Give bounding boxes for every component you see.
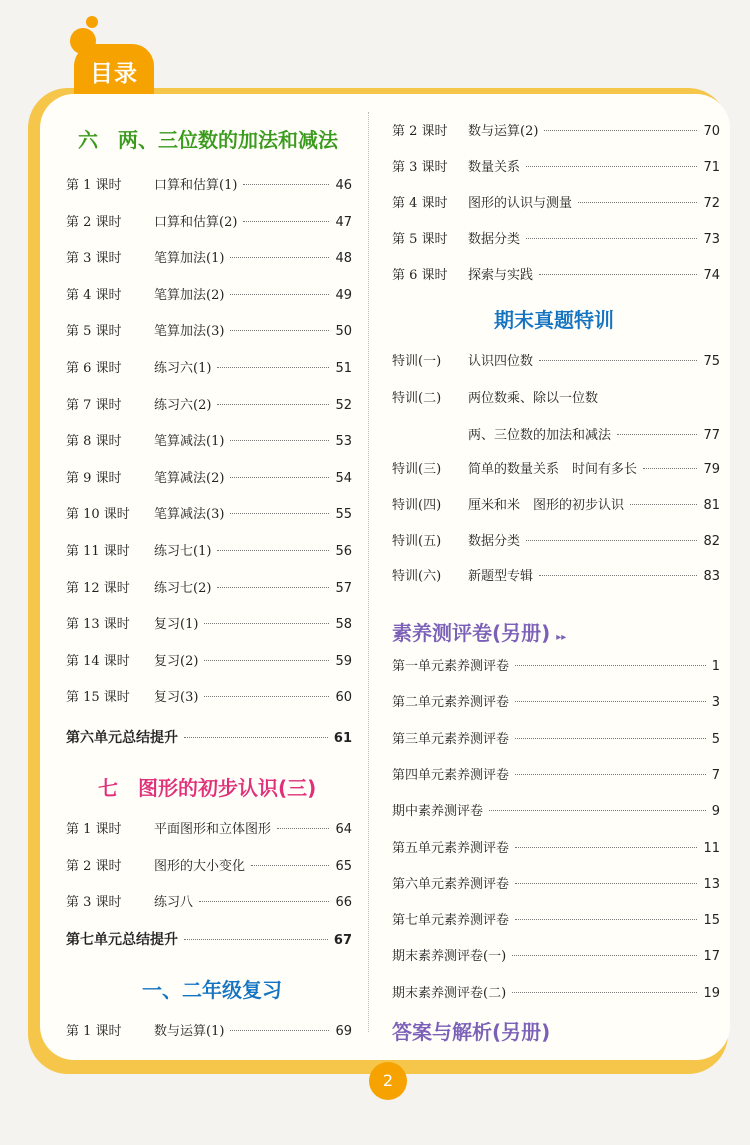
toc-entry-lesson-number: 第 5 课时: [392, 232, 448, 247]
toc-entry-unit6: [66, 650, 352, 670]
toc-entry-lesson-number: 第 9 课时: [66, 470, 122, 486]
toc-entry-lesson-number: 特训(四): [392, 498, 442, 513]
toc-entry-page: 54: [335, 470, 352, 486]
toc-entry-test-paper: [392, 800, 720, 820]
toc-entry-page: 70: [703, 124, 720, 139]
toc-entry-test-paper: [392, 945, 720, 965]
dot-leader: [515, 847, 697, 848]
toc-entry-final-practice: [392, 565, 720, 585]
toc-entry-page: 48: [335, 251, 352, 267]
toc-entry-lesson-number: 第 1 课时: [66, 1024, 122, 1039]
toc-entry-lesson-number: 第 1 课时: [66, 178, 122, 193]
toc-entry-test-paper: [392, 691, 720, 711]
toc-entry-lesson-number: 第 2 课时: [392, 124, 448, 139]
toc-entry-page: 19: [703, 985, 720, 1001]
toc-entry-lesson-number: 第 1 课时: [66, 822, 122, 837]
toc-entry-page: 49: [335, 287, 352, 303]
toc-entry-test-paper: [392, 909, 720, 929]
toc-entry-page: 79: [703, 462, 720, 477]
toc-entry-page: 69: [335, 1024, 352, 1039]
toc-entry-unit7: [66, 855, 352, 875]
toc-tab-label: 目录: [90, 61, 138, 87]
toc-entry-page: 60: [335, 690, 352, 706]
dot-leader: [489, 810, 706, 811]
toc-entry-lesson-number: 第 3 课时: [66, 251, 122, 267]
toc-entry-page: 53: [335, 434, 352, 450]
toc-entry-unit6: [66, 394, 352, 414]
toc-entry-unit7-summary: [66, 929, 352, 949]
toc-entry-page: 11: [703, 840, 720, 856]
toc-entry-lesson-number: 第 4 课时: [66, 287, 122, 303]
toc-entry-page: 72: [703, 196, 720, 211]
toc-entry-unit6: [66, 320, 352, 340]
toc-entry-title: 复习(1): [154, 617, 199, 633]
dot-leader: [630, 504, 697, 505]
toc-entry-lesson-number: 第 11 课时: [66, 544, 130, 559]
toc-entry-title: 新题型专辑: [468, 569, 534, 584]
toc-entry-review: [392, 228, 720, 248]
toc-entry-test-paper: [392, 655, 720, 675]
toc-entry-title: 复习(2): [154, 653, 199, 669]
toc-entry-lesson-number: 第 5 课时: [66, 324, 122, 340]
toc-entry-title: 笔算减法(3): [154, 507, 225, 523]
toc-entry-page: 77: [703, 428, 720, 443]
toc-entry-page: 83: [703, 569, 720, 584]
toc-entry-page: 17: [703, 949, 720, 965]
toc-entry-final-practice: [392, 458, 720, 478]
toc-entry-page: 46: [335, 178, 352, 193]
toc-entry-test-paper: [392, 982, 720, 1002]
toc-entry-page: 58: [335, 617, 352, 633]
dot-leader: [204, 696, 329, 697]
unit7-title: 七 图形的初步认识(三): [98, 776, 317, 800]
toc-entry-unit7: [66, 891, 352, 911]
dot-leader: [251, 865, 329, 866]
dot-leader: [230, 513, 329, 514]
dot-leader: [204, 623, 329, 624]
toc-entry-final-practice: [392, 494, 720, 514]
toc-entry-title: 练习七(1): [154, 544, 212, 559]
toc-entry-page: 61: [333, 731, 352, 746]
toc-entry-unit6-summary: [66, 727, 352, 747]
toc-entry-title: 口算和估算(2): [154, 214, 238, 230]
dot-leader: [243, 221, 329, 222]
toc-entry-page: 47: [335, 214, 352, 230]
toc-entry-title: 第四单元素养测评卷: [392, 767, 510, 783]
double-arrow-icon: ▸▸: [556, 632, 567, 643]
dot-leader: [515, 883, 697, 884]
toc-entry-title: 厘米和米 图形的初步认识: [468, 498, 625, 513]
review-title: 一、二年级复习: [142, 978, 282, 1002]
toc-entry-unit6: [66, 540, 352, 560]
toc-entry-title: 练习六(1): [154, 361, 212, 376]
toc-entry-page: 7: [711, 767, 720, 783]
toc-entry-title: 第六单元素养测评卷: [392, 876, 510, 892]
dot-leader: [217, 404, 329, 405]
toc-entry-lesson-number: 第 15 课时: [66, 690, 130, 706]
toc-entry-page: 65: [335, 858, 352, 874]
toc-entry-title: 期末素养测评卷(一): [392, 949, 507, 965]
dot-leader: [184, 939, 328, 940]
toc-entry-review: [392, 192, 720, 212]
toc-entry-final-practice: [392, 350, 720, 370]
toc-entry-final-practice: [392, 387, 720, 407]
toc-entry-title: 笔算加法(3): [154, 324, 225, 340]
toc-entry-title: 练习八: [154, 895, 194, 910]
toc-entry-page: 82: [703, 534, 720, 549]
toc-entry-page: 64: [335, 822, 352, 837]
toc-entry-lesson-number: 第 8 课时: [66, 434, 122, 450]
toc-entry-unit6: [66, 247, 352, 267]
toc-entry-title: 第六单元总结提升: [66, 730, 178, 746]
toc-entry-title: 复习(3): [154, 690, 199, 706]
toc-entry-title: 数据分类: [468, 534, 521, 549]
toc-entry-unit7: [66, 818, 352, 838]
toc-entry-lesson-number: 第 2 课时: [66, 858, 122, 874]
toc-entry-page: 51: [335, 361, 352, 376]
dot-leader: [643, 468, 697, 469]
toc-entry-lesson-number: 特训(五): [392, 534, 442, 549]
dot-leader: [199, 901, 329, 902]
toc-entry-unit6: [66, 613, 352, 633]
toc-entry-title: 笔算加法(1): [154, 251, 225, 267]
toc-entry-test-paper: [392, 728, 720, 748]
toc-entry-test-paper: [392, 764, 720, 784]
toc-entry-lesson-number: 第 4 课时: [392, 196, 448, 211]
dot-leader: [539, 575, 697, 576]
dot-leader: [217, 587, 329, 588]
toc-entry-lesson-number: 第 13 课时: [66, 617, 130, 633]
toc-entry-review: [392, 264, 720, 284]
toc-entry-lesson-number: 第 3 课时: [392, 160, 448, 175]
dot-leader: [230, 440, 329, 441]
final-practice-title: 期末真题特训: [494, 308, 614, 332]
dot-leader: [512, 992, 697, 993]
toc-entry-lesson-number: 特训(一): [392, 354, 442, 369]
toc-entry-title: 笔算减法(2): [154, 470, 225, 486]
toc-entry-page: 13: [703, 876, 720, 892]
toc-entry-review: [66, 1020, 352, 1040]
tab-bubble-small: [86, 16, 98, 28]
toc-entry-unit6: [66, 174, 352, 194]
test-papers-title: [392, 617, 566, 646]
toc-entry-title: 第七单元总结提升: [66, 932, 178, 948]
toc-entry-page: 3: [711, 695, 720, 711]
dot-leader: [217, 367, 329, 368]
toc-entry-title: 两、三位数的加法和减法: [468, 428, 612, 443]
toc-entry-title: 平面图形和立体图形: [154, 822, 272, 837]
dot-leader: [515, 774, 706, 775]
dot-leader: [230, 294, 329, 295]
toc-entry-title: 第五单元素养测评卷: [392, 840, 510, 856]
toc-entry-title: 图形的大小变化: [154, 858, 246, 874]
toc-entry-lesson-number: 特训(六): [392, 569, 442, 584]
toc-entry-unit6: [66, 430, 352, 450]
toc-entry-lesson-number: 第 12 课时: [66, 580, 130, 596]
toc-entry-title: 数量关系: [468, 160, 521, 175]
page-number: 2: [369, 1062, 407, 1100]
toc-entry-page: 1: [711, 659, 720, 674]
toc-entry-title: 第二单元素养测评卷: [392, 695, 510, 711]
toc-entry-page: 71: [703, 160, 720, 175]
toc-entry-unit6: [66, 357, 352, 377]
dot-leader: [277, 828, 329, 829]
toc-entry-title: 第三单元素养测评卷: [392, 731, 510, 747]
dot-leader: [230, 330, 329, 331]
dot-leader: [526, 238, 697, 239]
toc-entry-lesson-number: 第 10 课时: [66, 507, 130, 523]
toc-entry-lesson-number: 第 2 课时: [66, 214, 122, 230]
toc-entry-title: 图形的认识与测量: [468, 196, 573, 211]
dot-leader: [512, 955, 697, 956]
toc-entry-title: 两位数乘、除以一位数: [468, 391, 599, 406]
toc-entry-page: 15: [703, 913, 720, 929]
dot-leader: [515, 738, 706, 739]
toc-entry-final-practice: [392, 424, 720, 444]
toc-entry-title: 第七单元素养测评卷: [392, 913, 510, 929]
dot-leader: [230, 257, 329, 258]
toc-entry-unit6: [66, 211, 352, 231]
toc-entry-page: 5: [711, 731, 720, 747]
dot-leader: [217, 550, 329, 551]
toc-entry-page: 73: [703, 232, 720, 247]
toc-entry-title: 期末素养测评卷(二): [392, 985, 507, 1001]
toc-entry-page: 50: [335, 324, 352, 340]
toc-entry-test-paper: [392, 837, 720, 857]
dot-leader: [515, 665, 706, 666]
toc-entry-page: 55: [335, 507, 352, 523]
column-divider: [368, 112, 369, 1032]
toc-entry-title: 笔算加法(2): [154, 287, 225, 303]
toc-entry-unit6: [66, 284, 352, 304]
dot-leader: [617, 434, 697, 435]
toc-entry-title: 期中素养测评卷: [392, 804, 484, 820]
dot-leader: [204, 660, 329, 661]
toc-entry-page: 75: [703, 354, 720, 369]
toc-entry-title: 探索与实践: [468, 268, 534, 283]
dot-leader: [515, 919, 697, 920]
toc-entry-title: 笔算减法(1): [154, 434, 225, 450]
test-papers-title-text: 素养测评卷(另册): [392, 621, 551, 645]
toc-entry-page: 52: [335, 397, 352, 413]
toc-entry-review: [392, 156, 720, 176]
answers-title: 答案与解析(另册): [392, 1020, 551, 1044]
toc-entry-title: 第一单元素养测评卷: [392, 659, 510, 674]
toc-entry-page: 67: [333, 933, 352, 948]
toc-entry-lesson-number: 第 7 课时: [66, 397, 122, 413]
unit6-title: 六 两、三位数的加法和减法: [78, 128, 338, 152]
toc-entry-title: 练习七(2): [154, 580, 212, 596]
toc-entry-title: 数与运算(2): [468, 124, 539, 139]
toc-entry-page: 66: [335, 895, 352, 910]
dot-leader: [539, 274, 697, 275]
toc-entry-unit6: [66, 503, 352, 523]
dot-leader: [526, 166, 697, 167]
toc-entry-unit6: [66, 467, 352, 487]
toc-entry-page: 81: [703, 498, 720, 513]
toc-entry-lesson-number: 第 14 课时: [66, 653, 130, 669]
toc-entry-lesson-number: 第 6 课时: [66, 361, 122, 376]
dot-leader: [515, 701, 706, 702]
toc-entry-page: 59: [335, 653, 352, 669]
toc-entry-title: 口算和估算(1): [154, 178, 238, 193]
toc-entry-page: 74: [703, 268, 720, 283]
toc-entry-lesson-number: 特训(二): [392, 391, 442, 406]
toc-entry-page: 57: [335, 580, 352, 596]
toc-entry-title: 练习六(2): [154, 397, 212, 413]
dot-leader: [526, 540, 697, 541]
dot-leader: [578, 202, 697, 203]
toc-entry-unit6: [66, 686, 352, 706]
toc-entry-title: 数据分类: [468, 232, 521, 247]
toc-entry-unit6: [66, 577, 352, 597]
toc-entry-lesson-number: 第 6 课时: [392, 268, 448, 283]
toc-entry-final-practice: [392, 530, 720, 550]
dot-leader: [539, 360, 697, 361]
dot-leader: [184, 737, 328, 738]
dot-leader: [230, 477, 329, 478]
dot-leader: [544, 130, 697, 131]
toc-entry-title: 数与运算(1): [154, 1024, 225, 1039]
toc-entry-review: [392, 120, 720, 140]
toc-entry-lesson-number: 特训(三): [392, 462, 442, 477]
toc-entry-page: 56: [335, 544, 352, 559]
toc-entry-page: 9: [711, 804, 720, 820]
dot-leader: [243, 184, 329, 185]
toc-entry-title: 简单的数量关系 时间有多长: [468, 462, 638, 477]
toc-entry-test-paper: [392, 873, 720, 893]
toc-entry-title: 认识四位数: [468, 354, 534, 369]
toc-entry-lesson-number: 第 3 课时: [66, 895, 122, 910]
dot-leader: [230, 1030, 329, 1031]
